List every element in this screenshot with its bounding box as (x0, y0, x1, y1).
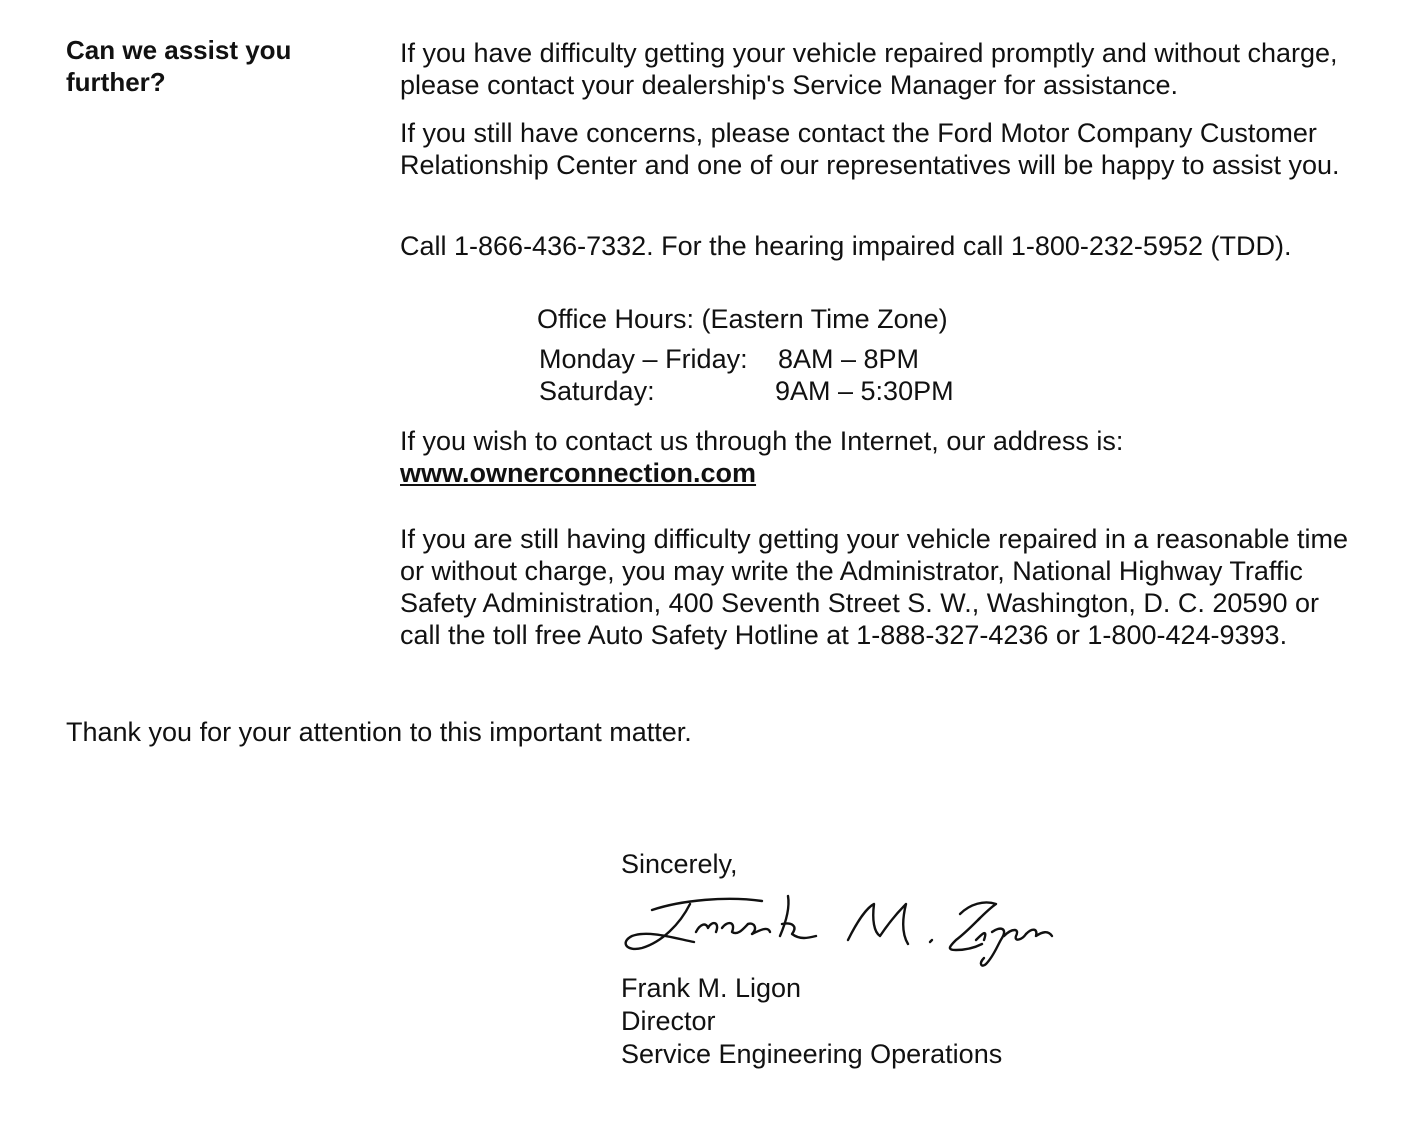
signer-department: Service Engineering Operations (621, 1039, 1003, 1069)
office-hours-row (539, 375, 954, 407)
signer-name: Frank M. Ligon (621, 973, 802, 1003)
section-heading: Can we assist you further? (66, 35, 292, 97)
paragraph-internet (400, 425, 1360, 489)
signer-title: Director (621, 1006, 716, 1036)
paragraph-nhtsa: If you are still having difficulty getting your vehicle repaired in a reasonable time or without charge, you may write the Administrator, National Highway Traffic Safety Administration, 400 Seventh Street S. W., Washington, D. C. 20590 or call the toll free Auto Safety Hotline at 1-888-327-4236 or 1-800-424-9393. (400, 524, 1349, 650)
office-hours-time: 8AM – 8PM (778, 344, 920, 374)
office-hours-time: 9AM – 5:30PM (775, 376, 954, 406)
paragraph-phone-numbers: Call 1-866-436-7332. For the hearing impaired call 1-800-232-5952 (TDD). (400, 231, 1292, 261)
paragraph-customer-center: If you still have concerns, please contact the Ford Motor Company Customer Relationship Center and one of our representatives will be happy to assist you. (400, 118, 1340, 180)
internet-intro-text: If you wish to contact us through the Internet, our address is: (400, 426, 1124, 456)
office-hours-day: Monday – Friday: (539, 344, 748, 374)
office-hours-title: Office Hours: (Eastern Time Zone) (537, 304, 948, 334)
handwritten-signature (612, 884, 1072, 974)
paragraph-service-manager: If you have difficulty getting your vehicle repaired promptly and without charge, please contact your dealership's Service Manager for assistance. (400, 38, 1338, 100)
office-hours-day: Saturday: (539, 376, 655, 406)
signature-block (621, 972, 1002, 1071)
closing-salutation: Sincerely, (621, 849, 738, 879)
website-link[interactable]: www.ownerconnection.com (400, 458, 757, 488)
office-hours-row (539, 343, 920, 375)
thank-you-line: Thank you for your attention to this important matter. (66, 717, 692, 747)
